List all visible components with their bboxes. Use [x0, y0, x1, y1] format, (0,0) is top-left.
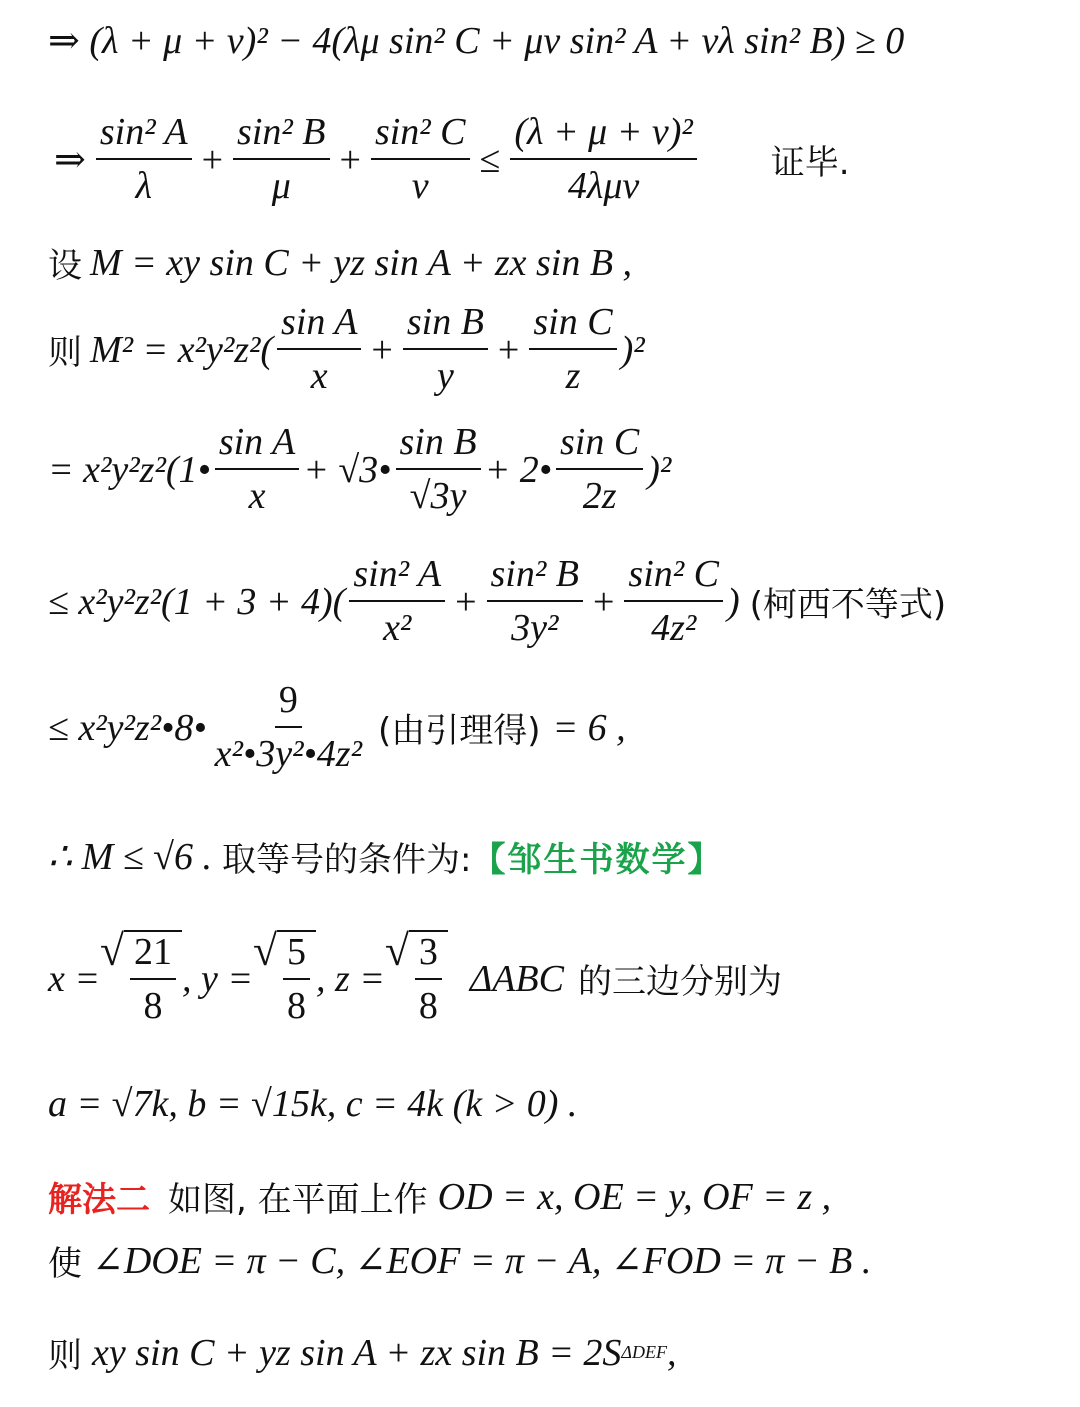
line-5: = x²y²z²(1• $\frac{\text{sin A}}{x}$ + √3• $\frac{\text{sin B}}{√3y}$ + 2• $\frac{\text{sin C}}{2z}$ )² [48, 421, 672, 517]
line-13: 则 xy sin C + yz sin A + zx sin B = 2S ΔDEF , [48, 1331, 677, 1376]
line-1 [48, 18, 1060, 63]
frac-sin2A-lambda: $\frac{\text{sin² A}}{\lambda}$ [96, 112, 192, 208]
proof-end: 证毕. [770, 143, 850, 184]
frac-sin2C-nu: $\frac{\text{sin² C}}{\nu}$ [371, 112, 470, 208]
line-11: 解法二 如图, 在平面上作 OD = x, OE = y, OF = z , [48, 1172, 1060, 1221]
lemma-note: (由引理得) [377, 711, 541, 752]
line-12: 使 ∠DOE = π − C, ∠EOF = π − A, ∠FOD = π − B . [48, 1240, 872, 1284]
frac-sum-over-product: $\frac{\text{(λ + μ + ν)²}}{\text{4λμν}}$ [510, 112, 696, 208]
line-8: ∴ M ≤ √6 . 取等号的条件为: 【邹生书数学】 [48, 832, 1060, 881]
line-9: x = √ $\frac{21}{8}$ , y = √ $\frac{5}{8}$ , z = √ $\frac{3}{8}$ ΔABC 的三边分别为 [48, 927, 782, 1027]
side-lengths: a = √7k, b = √15k, c = 4k (k > 0) . [48, 1083, 578, 1125]
brand-watermark: 【邹生书数学】 [471, 840, 724, 880]
line-4: 则 M² = x²y²z²( $\frac{\text{sin A}}{x}$ + $\frac{\text{sin B}}{y}$ + $\frac{\text{sin C}}{z}$ )² [48, 301, 645, 397]
line-7: ≤ x²y²z²•8• $\frac{9}{\text{x²•3y²•4z²}}$ (由引理得) = 6 , [48, 679, 626, 775]
define-M: M = xy sin C + yz sin A + zx sin B , [90, 241, 633, 284]
cauchy-note: (柯西不等式) [749, 585, 947, 626]
method-two-heading: 解法二 [48, 1180, 150, 1220]
line-1-text: ⇒ (λ + μ + ν)² − 4(λμ sin² C + μν sin² A + νλ sin² B) ≥ 0 [48, 20, 905, 62]
line-2: ⇒ $\frac{\text{sin² A}}{\lambda}$ + $\frac{\text{sin² B}}{\mu}$ + $\frac{\text{sin² C}}{\nu}$ ≤ $\frac{\text{(λ + μ + ν)²}}{\text{4λμν}}$ 证毕. [54, 111, 850, 207]
frac-sin2B-mu: $\frac{\text{sin² B}}{\mu}$ [233, 112, 329, 208]
line-6: ≤ x²y²z²(1 + 3 + 4)( $\frac{\text{sin² A}}{\text{x²}}$ + $\frac{\text{sin² B}}{\text{3y²}}$ + $\frac{\text{sin² C}}{\text{4z²}}$ ) (柯西不等式) [48, 553, 947, 649]
line-3: 设 M = xy sin C + yz sin A + zx sin B , [48, 241, 633, 286]
line-10 [48, 1082, 1060, 1126]
